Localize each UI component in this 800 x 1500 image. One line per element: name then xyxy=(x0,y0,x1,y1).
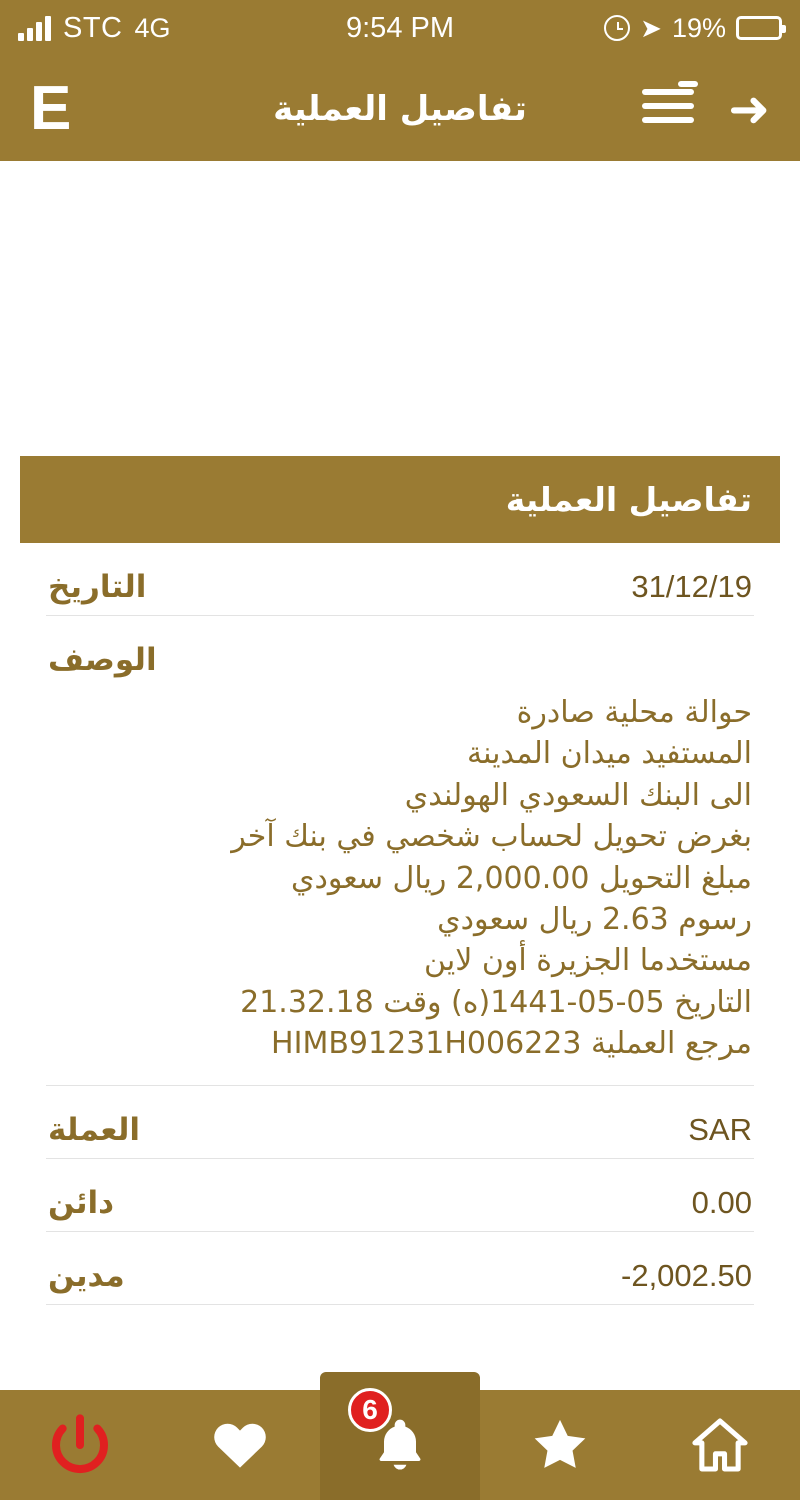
battery-icon xyxy=(736,16,782,40)
date-label: التاريخ xyxy=(48,569,147,605)
description-line: بغرض تحويل لحساب شخصي في بنك آخر xyxy=(231,819,752,855)
description-line: مبلغ التحويل 2,000.00 ريال سعودي xyxy=(291,860,752,896)
description-label: الوصف xyxy=(48,642,157,678)
page-title: تفاصيل العملية xyxy=(273,88,527,129)
status-bar-right xyxy=(604,13,782,44)
status-bar xyxy=(0,0,800,56)
home-icon xyxy=(688,1413,752,1477)
description-line: مرجع العملية HIMB91231H006223 xyxy=(271,1026,752,1062)
table-row xyxy=(20,1232,780,1304)
battery-percent-label: 19% xyxy=(671,12,726,43)
date-value: 31/12/19 xyxy=(631,569,752,604)
heart-icon xyxy=(208,1413,272,1477)
description-line: حوالة محلية صادرة xyxy=(516,695,752,730)
signal-icon xyxy=(18,15,51,41)
debit-label: مدين xyxy=(48,1257,125,1294)
description-line: المستفيد ميدان المدينة xyxy=(467,736,752,772)
star-icon xyxy=(528,1413,592,1477)
nav-item-notifications[interactable] xyxy=(320,1372,480,1500)
notification-badge: 6 xyxy=(348,1388,392,1432)
power-icon xyxy=(48,1413,112,1477)
nav-item-power[interactable] xyxy=(0,1390,160,1500)
transaction-details-card xyxy=(20,456,780,1305)
hamburger-menu-icon[interactable] xyxy=(642,89,694,129)
table-row xyxy=(20,1086,780,1158)
table-row xyxy=(20,543,780,615)
menu-notification-dot xyxy=(678,81,698,87)
nav-item-starred[interactable] xyxy=(480,1390,640,1500)
arrow-right-icon[interactable]: ➜ xyxy=(728,79,770,138)
description-line: مستخدما الجزيرة أون لاين xyxy=(424,943,752,979)
description-line: الى البنك السعودي الهولندي xyxy=(404,777,752,813)
app-bar xyxy=(0,56,800,161)
bottom-navigation xyxy=(0,1390,800,1500)
network-type-label: 4G xyxy=(134,12,171,43)
table-row xyxy=(20,616,780,688)
credit-value: 0.00 xyxy=(691,1184,752,1220)
alarm-icon xyxy=(604,15,630,41)
nav-item-favorites[interactable] xyxy=(160,1390,320,1500)
description-line: رسوم 2.63 ريال سعودي xyxy=(437,901,752,937)
carrier-label: STC xyxy=(63,11,123,44)
app-logo: E xyxy=(30,73,72,143)
currency-label: العملة xyxy=(48,1111,141,1148)
card-header: تفاصيل العملية xyxy=(20,456,780,543)
divider xyxy=(46,1304,754,1305)
status-bar-clock: 9:54 PM xyxy=(346,11,454,44)
table-row xyxy=(20,1159,780,1231)
content-area xyxy=(0,161,800,1390)
description-line: التاريخ 05-05-1441(ه) وقت 21.32.18 xyxy=(240,984,752,1020)
currency-value: SAR xyxy=(688,1111,752,1147)
status-bar-left xyxy=(18,12,171,45)
nav-item-home[interactable] xyxy=(640,1390,800,1500)
debit-value: -2,002.50 xyxy=(621,1257,752,1293)
credit-label: دائن xyxy=(48,1184,115,1221)
description-value xyxy=(20,688,780,1085)
location-icon: ➤ xyxy=(640,13,662,43)
app-bar-actions xyxy=(642,79,770,138)
